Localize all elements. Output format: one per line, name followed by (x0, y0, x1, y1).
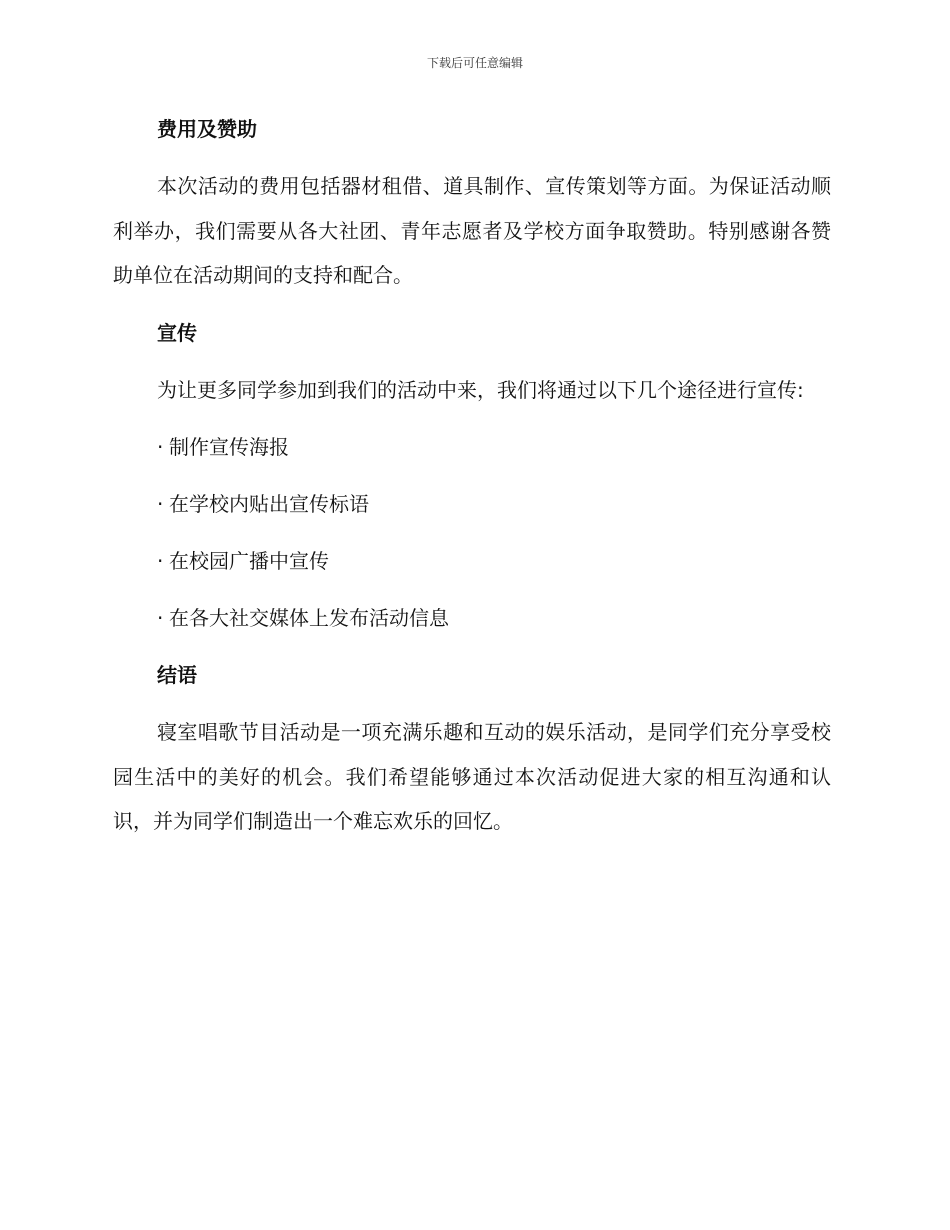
list-item (157, 430, 831, 464)
list-item (157, 487, 831, 521)
section-funding (113, 112, 831, 298)
bullet-icon: · (157, 549, 164, 573)
section-paragraph: 为让更多同学参加到我们的活动中来，我们将通过以下几个途径进行宣传: (157, 377, 804, 402)
section-conclusion (113, 658, 831, 844)
section-paragraph: 本次活动的费用包括器材租借、道具制作、宣传策划等方面。为保证活动顺利举办，我们需要从各大社团、青年志愿者及学校方面争取赞助。特别感谢各赞助单位在活动期间的支持和配合。 (113, 174, 831, 287)
section-heading: 宣传 (157, 320, 197, 345)
list-item-text: 在学校内贴出宣传标语 (169, 492, 369, 516)
section-publicity (113, 316, 831, 636)
list-item (157, 544, 831, 578)
document-body (113, 112, 831, 862)
section-heading: 费用及赞助 (157, 117, 257, 141)
header-note: 下载后可任意编辑 (426, 56, 523, 70)
section-paragraph: 寝室唱歌节目活动是一项充满乐趣和互动的娱乐活动，是同学们充分享受校园生活中的美好的机会。我们希望能够通过本次活动促进大家的相互沟通和认识，并为同学们制造出一个难忘欢乐的回忆。 (113, 720, 831, 833)
section-heading: 结语 (157, 663, 197, 687)
list-item-text: 制作宣传海报 (169, 435, 289, 459)
bullet-icon: · (157, 492, 164, 516)
list-item (157, 601, 831, 635)
bullet-icon: · (157, 435, 164, 459)
list-item-text: 在校园广播中宣传 (169, 549, 329, 573)
publicity-list (113, 430, 831, 635)
list-item-text: 在各大社交媒体上发布活动信息 (169, 606, 449, 630)
bullet-icon: · (157, 606, 164, 630)
